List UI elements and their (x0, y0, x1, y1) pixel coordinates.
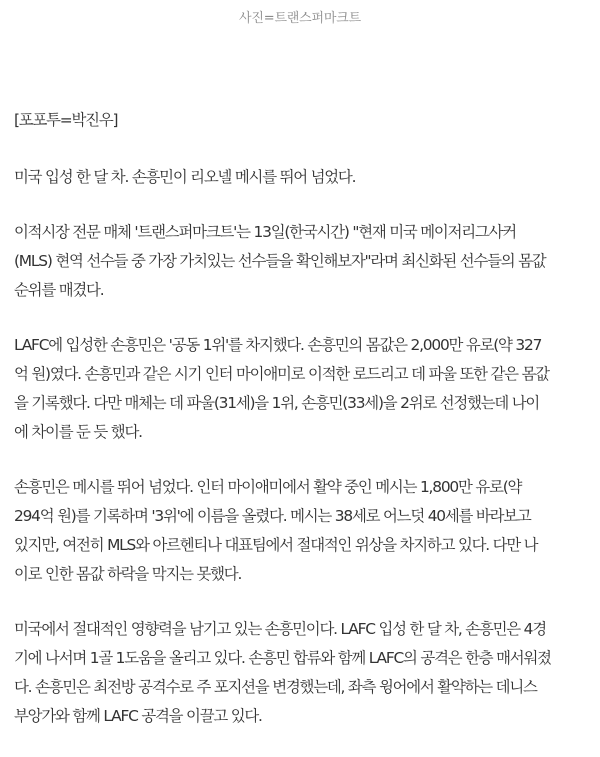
paragraph-line: 이로 인한 몸값 하락을 막지는 못했다. (14, 565, 242, 583)
paragraph-line: (MLS) 현역 선수들 중 가장 가치있는 선수들을 확인해보자"라며 최신화된 선수들의 몸값 (14, 252, 546, 270)
paragraph-line: 다. 손흥민은 최전방 공격수로 주 포지션을 변경했는데, 좌측 윙어에서 활약하는 데니스 (14, 678, 537, 696)
paragraph-line: 부앙가와 함께 LAFC 공격을 이끌고 있다. (14, 707, 262, 725)
paragraph-line: 에 차이를 둔 듯 했다. (14, 423, 142, 441)
article-paragraph-4 (14, 473, 594, 589)
paragraph-line: 순위를 매겼다. (14, 281, 104, 299)
paragraph-line: 기에 나서며 1골 1도움을 올리고 있다. 손흥민 합류와 함께 LAFC의 공격은 한층 매서워졌 (14, 649, 551, 667)
article-paragraph-3 (14, 331, 594, 447)
paragraph-line: 손흥민은 메시를 뛰어 넘었다. 인터 마이애미에서 활약 중인 메시는 1,800만 유로(약 (14, 478, 522, 496)
article-paragraph-2 (14, 218, 594, 305)
article-paragraph-5 (14, 615, 594, 731)
paragraph-line: 을 기록했다. 다만 매체는 데 파울(31세)을 1위, 손흥민(33세)을 2위로 선정했는데 나이 (14, 394, 540, 412)
paragraph-line: 미국 입성 한 달 차. 손흥민이 리오넬 메시를 뛰어 넘었다. (14, 168, 356, 186)
paragraph-line: 있지만, 여전히 MLS와 아르헨티나 대표팀에서 절대적인 위상을 차지하고 있다. 다만 나 (14, 536, 538, 554)
paragraph-line: 미국에서 절대적인 영향력을 남기고 있는 손흥민이다. LAFC 입성 한 달 차, 손흥민은 4경 (14, 620, 546, 638)
paragraph-line: 294억 원)를 기록하며 '3위'에 이름을 올렸다. 메시는 38세로 어느덧 40세를 바라보고 (14, 507, 531, 525)
paragraph-line: LAFC에 입성한 손흥민은 '공동 1위'를 차지했다. 손흥민의 몸값은 2,000만 유로(약 327 (14, 336, 542, 354)
paragraph-line: 이적시장 전문 매체 '트랜스퍼마크트'는 13일(한국시간) "현재 미국 메이저리그사커 (14, 223, 516, 241)
byline: [포포투=박진우] (14, 111, 118, 129)
photo-caption: 사진=트랜스퍼마크트 (239, 11, 361, 26)
article-body (14, 106, 594, 757)
paragraph-line: 억 원)였다. 손흥민과 같은 시기 인터 마이애미로 이적한 로드리고 데 파울 또한 같은 몸값 (14, 365, 549, 383)
article-paragraph-1 (14, 163, 594, 192)
